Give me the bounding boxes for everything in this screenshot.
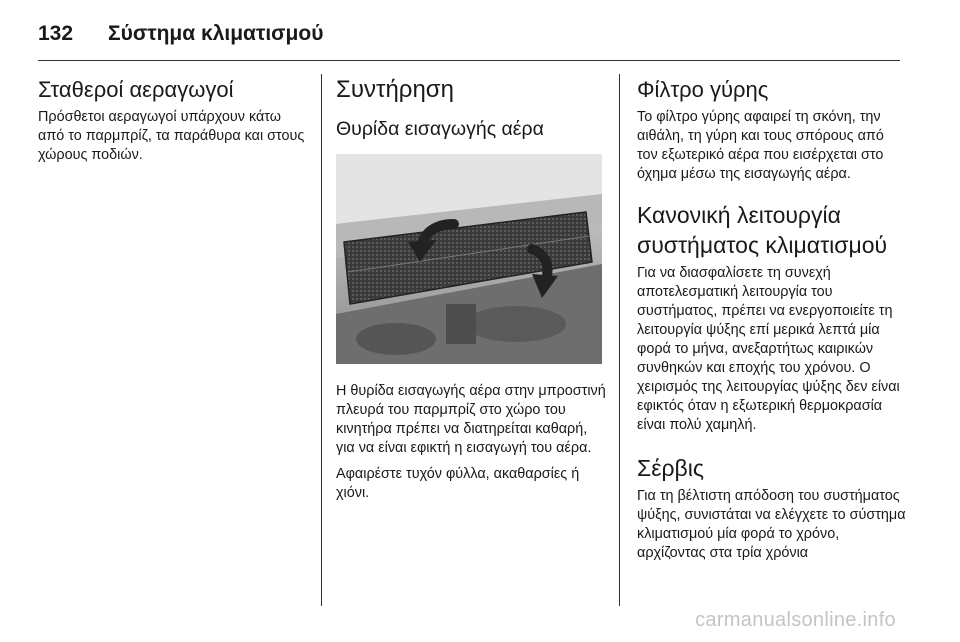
watermark: carmanualsonline.info bbox=[695, 609, 896, 631]
normal-operation-line1: Κανονική λειτουργία bbox=[637, 202, 841, 228]
column-divider-1 bbox=[321, 74, 322, 606]
subheading-air-inlet: Θυρίδα εισαγωγής αέρα bbox=[336, 118, 544, 140]
column-3 bbox=[637, 76, 907, 563]
pollen-filter-text: Το φίλτρο γύρης αφαιρεί τη σκόνη, την αιθάλη, τη γύρη και τους σπόρους από τον εξωτερικό αέρα που εισέρχεται στο όχημα μέσω της εισαγωγής αέρα. bbox=[637, 109, 884, 182]
engine-part-2 bbox=[466, 306, 566, 342]
section-heading-normal-operation bbox=[637, 200, 907, 260]
column-2 bbox=[336, 76, 606, 503]
service-text: Για τη βέλτιστη απόδοση του συστήματος ψύξης, συνιστάται να ελέγχετε το σύστημα κλιματισμού μία φορά το χρόνο, αρχίζοντας στα τρία χρόνια bbox=[637, 488, 906, 561]
section-heading-pollen-filter: Φίλτρο γύρης bbox=[637, 77, 769, 102]
column-divider-2 bbox=[619, 74, 620, 606]
page-number: 132 bbox=[38, 22, 74, 45]
engine-part-1 bbox=[356, 323, 436, 355]
normal-operation-line2: συστήματος κλιματισμού bbox=[637, 232, 888, 258]
air-inlet-photo bbox=[336, 154, 602, 364]
section-heading-fixed-vents: Σταθεροί αεραγωγοί bbox=[38, 77, 234, 102]
fixed-vents-text: Πρόσθετοι αεραγωγοί υπάρχουν κάτω από το παρμπρίζ, τα παράθυρα και στους χώρους ποδιών. bbox=[38, 109, 305, 163]
engine-bay-image bbox=[336, 154, 602, 364]
air-inlet-text: Η θυρίδα εισαγωγής αέρα στην μπροστινή πλευρά του παρμπρίζ στο χώρο του κινητήρα πρέπει να διατηρείται καθαρή, για να είναι εφικτή η εισαγωγή του αέρα. bbox=[336, 383, 606, 456]
column-1 bbox=[38, 76, 308, 165]
header-divider bbox=[38, 60, 900, 61]
chapter-title: Σύστημα κλιματισμού bbox=[108, 22, 324, 45]
engine-part-3 bbox=[446, 304, 476, 344]
section-heading-service: Σέρβις bbox=[637, 455, 704, 481]
section-heading-maintenance: Συντήρηση bbox=[336, 76, 454, 103]
remove-debris-text: Αφαιρέστε τυχόν φύλλα, ακαθαρσίες ή χιόνι. bbox=[336, 466, 580, 501]
normal-operation-text: Για να διασφαλίσετε τη συνεχή αποτελεσματική λειτουργία του συστήματος, πρέπει να ενεργοποιείτε τη λειτουργία ψύξης επί μερικά λεπτά μία φορά το μήνα, ανεξαρτήτως καιρικών συνθηκών και εποχής του χρόνου. Ο χειρισμός της λειτουργίας ψύξης δεν είναι εφικτός όταν η εξωτερική θερμοκρασία είναι πολύ χαμηλή. bbox=[637, 265, 900, 433]
